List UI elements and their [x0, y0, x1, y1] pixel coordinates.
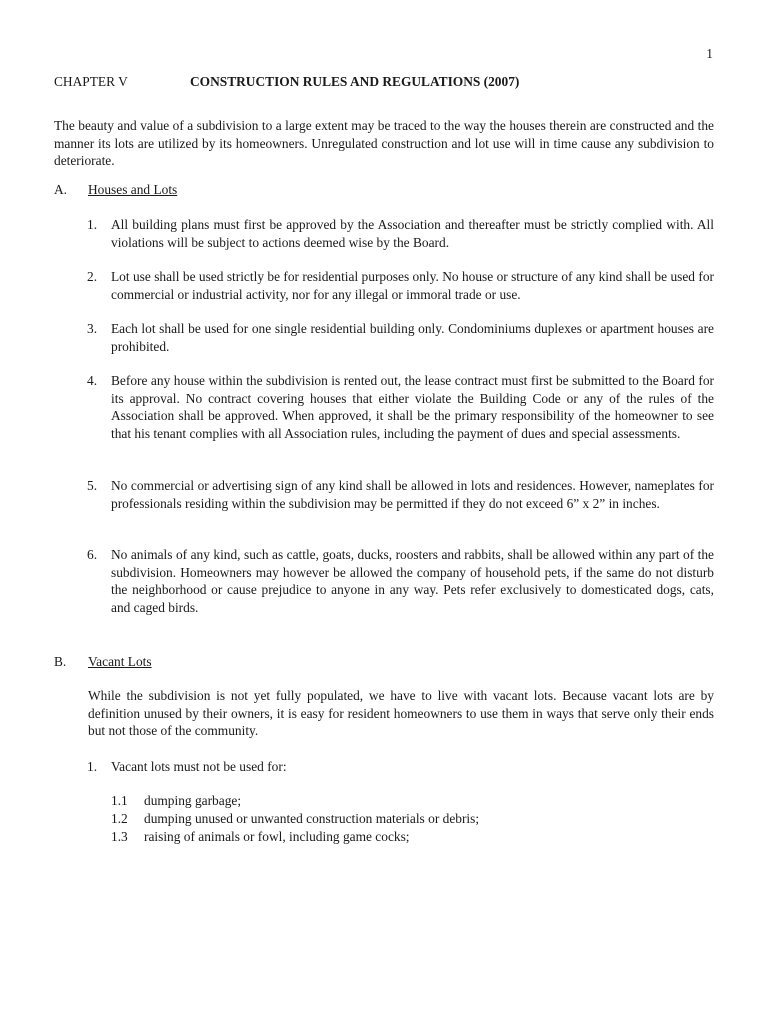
section-a-title: Houses and Lots — [88, 182, 178, 197]
list-item — [87, 320, 714, 355]
item-text: Each lot shall be used for one single residential building only. Condominiums duplexes or apartment houses are prohibited. — [111, 321, 714, 354]
list-item — [87, 268, 714, 303]
item-number: 4. — [87, 373, 98, 388]
item-text: No commercial or advertising sign of any kind shall be allowed in lots and residences. However, nameplates for professionals residing within the subdivision may be permitted if they do not exceed 6” x 2” in inches. — [111, 478, 714, 511]
item-text: Lot use shall be used strictly be for residential purposes only. No house or structure of any kind shall be used for commercial or industrial activity, nor for any illegal or immoral trade or use. — [111, 269, 714, 302]
item-number: 5. — [87, 478, 98, 493]
sub-item-text: dumping unused or unwanted construction materials or debris; — [144, 811, 480, 826]
section-a-letter: A. — [54, 182, 68, 197]
chapter-label: CHAPTER V — [54, 74, 128, 89]
sub-item-number: 1.1 — [111, 793, 128, 808]
list-item — [87, 216, 714, 251]
item-text: Before any house within the subdivision is rented out, the lease contract must first be submitted to the Board for its approval. No contract covering houses that either violate the Building Code or any of the rules of the Association shall be approved. When approved, it shall be the primary responsibility of the homeowner to see that his tenant complies with all Association rules, including the payment of dues and special assessments. — [111, 373, 714, 441]
section-b-letter: B. — [54, 654, 67, 669]
sub-item-number: 1.3 — [111, 829, 128, 844]
item-number: 1. — [87, 759, 98, 774]
chapter-title: CONSTRUCTION RULES AND REGULATIONS (2007) — [190, 74, 520, 89]
sub-item-text: dumping garbage; — [144, 793, 242, 808]
item-text: No animals of any kind, such as cattle, goats, ducks, roosters and rabbits, shall be allowed within any part of the subdivision. Homeowners may however be allowed the company of household pets, if the same do not disturb the neighborhood or cause prejudice to anyone in any way. Pets refer exclusively to domesticated dogs, cats, and caged birds. — [111, 547, 714, 615]
chapter-heading — [54, 73, 714, 90]
sub-list-item — [111, 828, 410, 845]
item-number: 3. — [87, 321, 98, 336]
section-b-title: Vacant Lots — [88, 654, 152, 669]
sub-item-number: 1.2 — [111, 811, 128, 826]
intro-paragraph: The beauty and value of a subdivision to a large extent may be traced to the way the houses therein are constructed and the manner its lots are utilized by its homeowners. Unregulated construction and lot use will in time cause any subdivision to deteriorate. — [54, 118, 714, 169]
sub-list-item — [111, 810, 479, 827]
sub-item-text: raising of animals or fowl, including game cocks; — [144, 829, 410, 844]
item-text: All building plans must first be approved by the Association and thereafter must be strictly complied with. All violations will be subject to actions deemed wise by the Board. — [111, 217, 714, 250]
list-item — [87, 546, 714, 616]
section-b-heading — [54, 653, 152, 670]
item-text: Vacant lots must not be used for: — [111, 759, 287, 774]
page-number: 1 — [706, 46, 713, 61]
section-b-paragraph: While the subdivision is not yet fully populated, we have to live with vacant lots. Because vacant lots are by definition unused by their owners, it is easy for resident homeowners to use them in ways that serve only their ends but not those of the community. — [88, 688, 714, 739]
item-number: 6. — [87, 547, 98, 562]
list-item — [87, 477, 714, 512]
list-item — [87, 758, 714, 776]
section-a-heading — [54, 181, 177, 198]
sub-list-item — [111, 792, 241, 809]
list-item — [87, 372, 714, 442]
item-number: 1. — [87, 217, 98, 232]
item-number: 2. — [87, 269, 98, 284]
